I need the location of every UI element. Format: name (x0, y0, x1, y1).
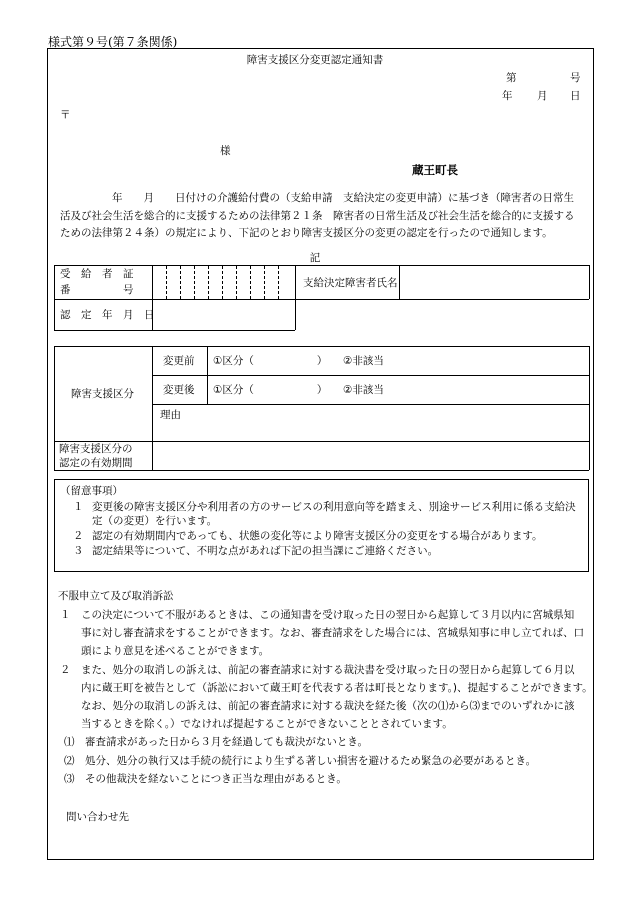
contact-label: 問い合わせ先 (66, 811, 129, 823)
date-day: 日 (570, 90, 581, 102)
note-number: １ (73, 501, 84, 513)
after-option-1: ①区分（ ） (213, 384, 328, 396)
recipient-number-label: 番 号 (60, 284, 134, 296)
after-label: 変更後 (163, 384, 195, 396)
doc-number-suffix: 号 (570, 72, 581, 84)
intro-line: 活及び社会生活を総合的に支援するための法律第２１条 障害者の日常生活及び社会生活を総合的に支援する (60, 209, 575, 222)
recipient-name-label: 支給決定障害者氏名 (303, 277, 398, 289)
note-number: ２ (73, 530, 84, 542)
appeal-line: ⑴ 審査請求があった日から３月を経過しても裁決がないとき。 (64, 736, 368, 749)
recipient-suffix: 様 (220, 145, 231, 157)
appeal-line: ⑵ 処分、処分の執行又は手続の続行により生ずる著しい損害を避けるため緊急の必要があるとき。 (64, 754, 537, 767)
date-year: 年 (502, 90, 513, 102)
cert-date-label: 認 定 年 月 日 (60, 309, 155, 321)
intro-line: 年 月 日付けの介護給付費の（支給申請 支給決定の変更申請）に基づき（障害者の日常生 (112, 192, 574, 204)
appeal-line: ⑶ その他裁決を経ないことにつき正当な理由があるとき。 (64, 772, 347, 785)
note-text: 定（の変更）を行います。 (92, 515, 218, 527)
appeal-line: １ この決定について不服があるときは、この通知書を受け取った日の翌日から起算して３月以内に宮城県知 (60, 609, 575, 621)
ki-heading: 記 (309, 252, 321, 264)
before-option-2: ②非該当 (343, 355, 384, 367)
issuer-name: 蔵王町長 (412, 163, 458, 177)
doc-number-label: 第 (506, 72, 517, 84)
note-text: 認定結果等について、不明な点があれば下記の担当課にご連絡ください。 (92, 545, 439, 557)
note-text: 認定の有効期間内であっても、状態の変化等により障害支援区分の変更をする場合があります。 (92, 530, 543, 542)
intro-paragraph (60, 190, 588, 243)
date-month: 月 (537, 90, 548, 102)
appeal-line: 頭により意見を述べることができます。 (60, 645, 270, 658)
before-label: 変更前 (163, 355, 195, 367)
appeal-line: ２ また、処分の取消しの訴えは、前記の審査請求に対する裁決書を受け取った日の翌日から起算して６月以 (60, 663, 575, 676)
note-text: 変更後の障害支援区分や利用者の方のサービスの利用意向等を踏まえ、別途サービス利用に係る支給決 (92, 501, 576, 513)
note-number: ３ (73, 545, 84, 557)
form-number: 様式第９号(第７条関係) (48, 35, 178, 49)
period-label: 障害支援区分の (59, 443, 133, 455)
after-option-2: ②非該当 (343, 384, 384, 396)
appeal-line: 事に対し審査請求をすることができます。なお、審査請求をした場合には、宮城県知事に申し立てれば、口 (60, 627, 585, 640)
appeal-paragraph (60, 606, 593, 788)
period-label: 認定の有効期間 (59, 457, 133, 469)
appeal-line: 当するときを除く。）でなければ提起することができないこととされています。 (60, 718, 453, 731)
document-title: 障害支援区分変更認定通知書 (246, 54, 384, 66)
appeal-line: なお、処分の取消しの訴えは、前記の審査請求に対する裁決を経た後（次の⑴から⑶までのいずれかに該 (60, 700, 575, 713)
postal-mark: 〒 (60, 109, 71, 121)
intro-line: ための法律第２４条）の規定により、下記のとおり障害支援区分の変更の認定を行ったので通知します。 (60, 227, 553, 239)
appeal-title: 不服申立て及び取消訴訟 (58, 590, 174, 602)
category-label: 障害支援区分 (71, 388, 134, 400)
notes-title: （留意事項） (60, 485, 123, 497)
recipient-number-label: 受 給 者 証 (60, 268, 134, 280)
reason-label: 理由 (160, 409, 181, 421)
appeal-line: 内に蔵王町を被告として（訴訟において蔵王町を代表する者は町長となります。)、提起することができます。 (60, 681, 593, 694)
before-option-1: ①区分（ ） (213, 355, 328, 367)
